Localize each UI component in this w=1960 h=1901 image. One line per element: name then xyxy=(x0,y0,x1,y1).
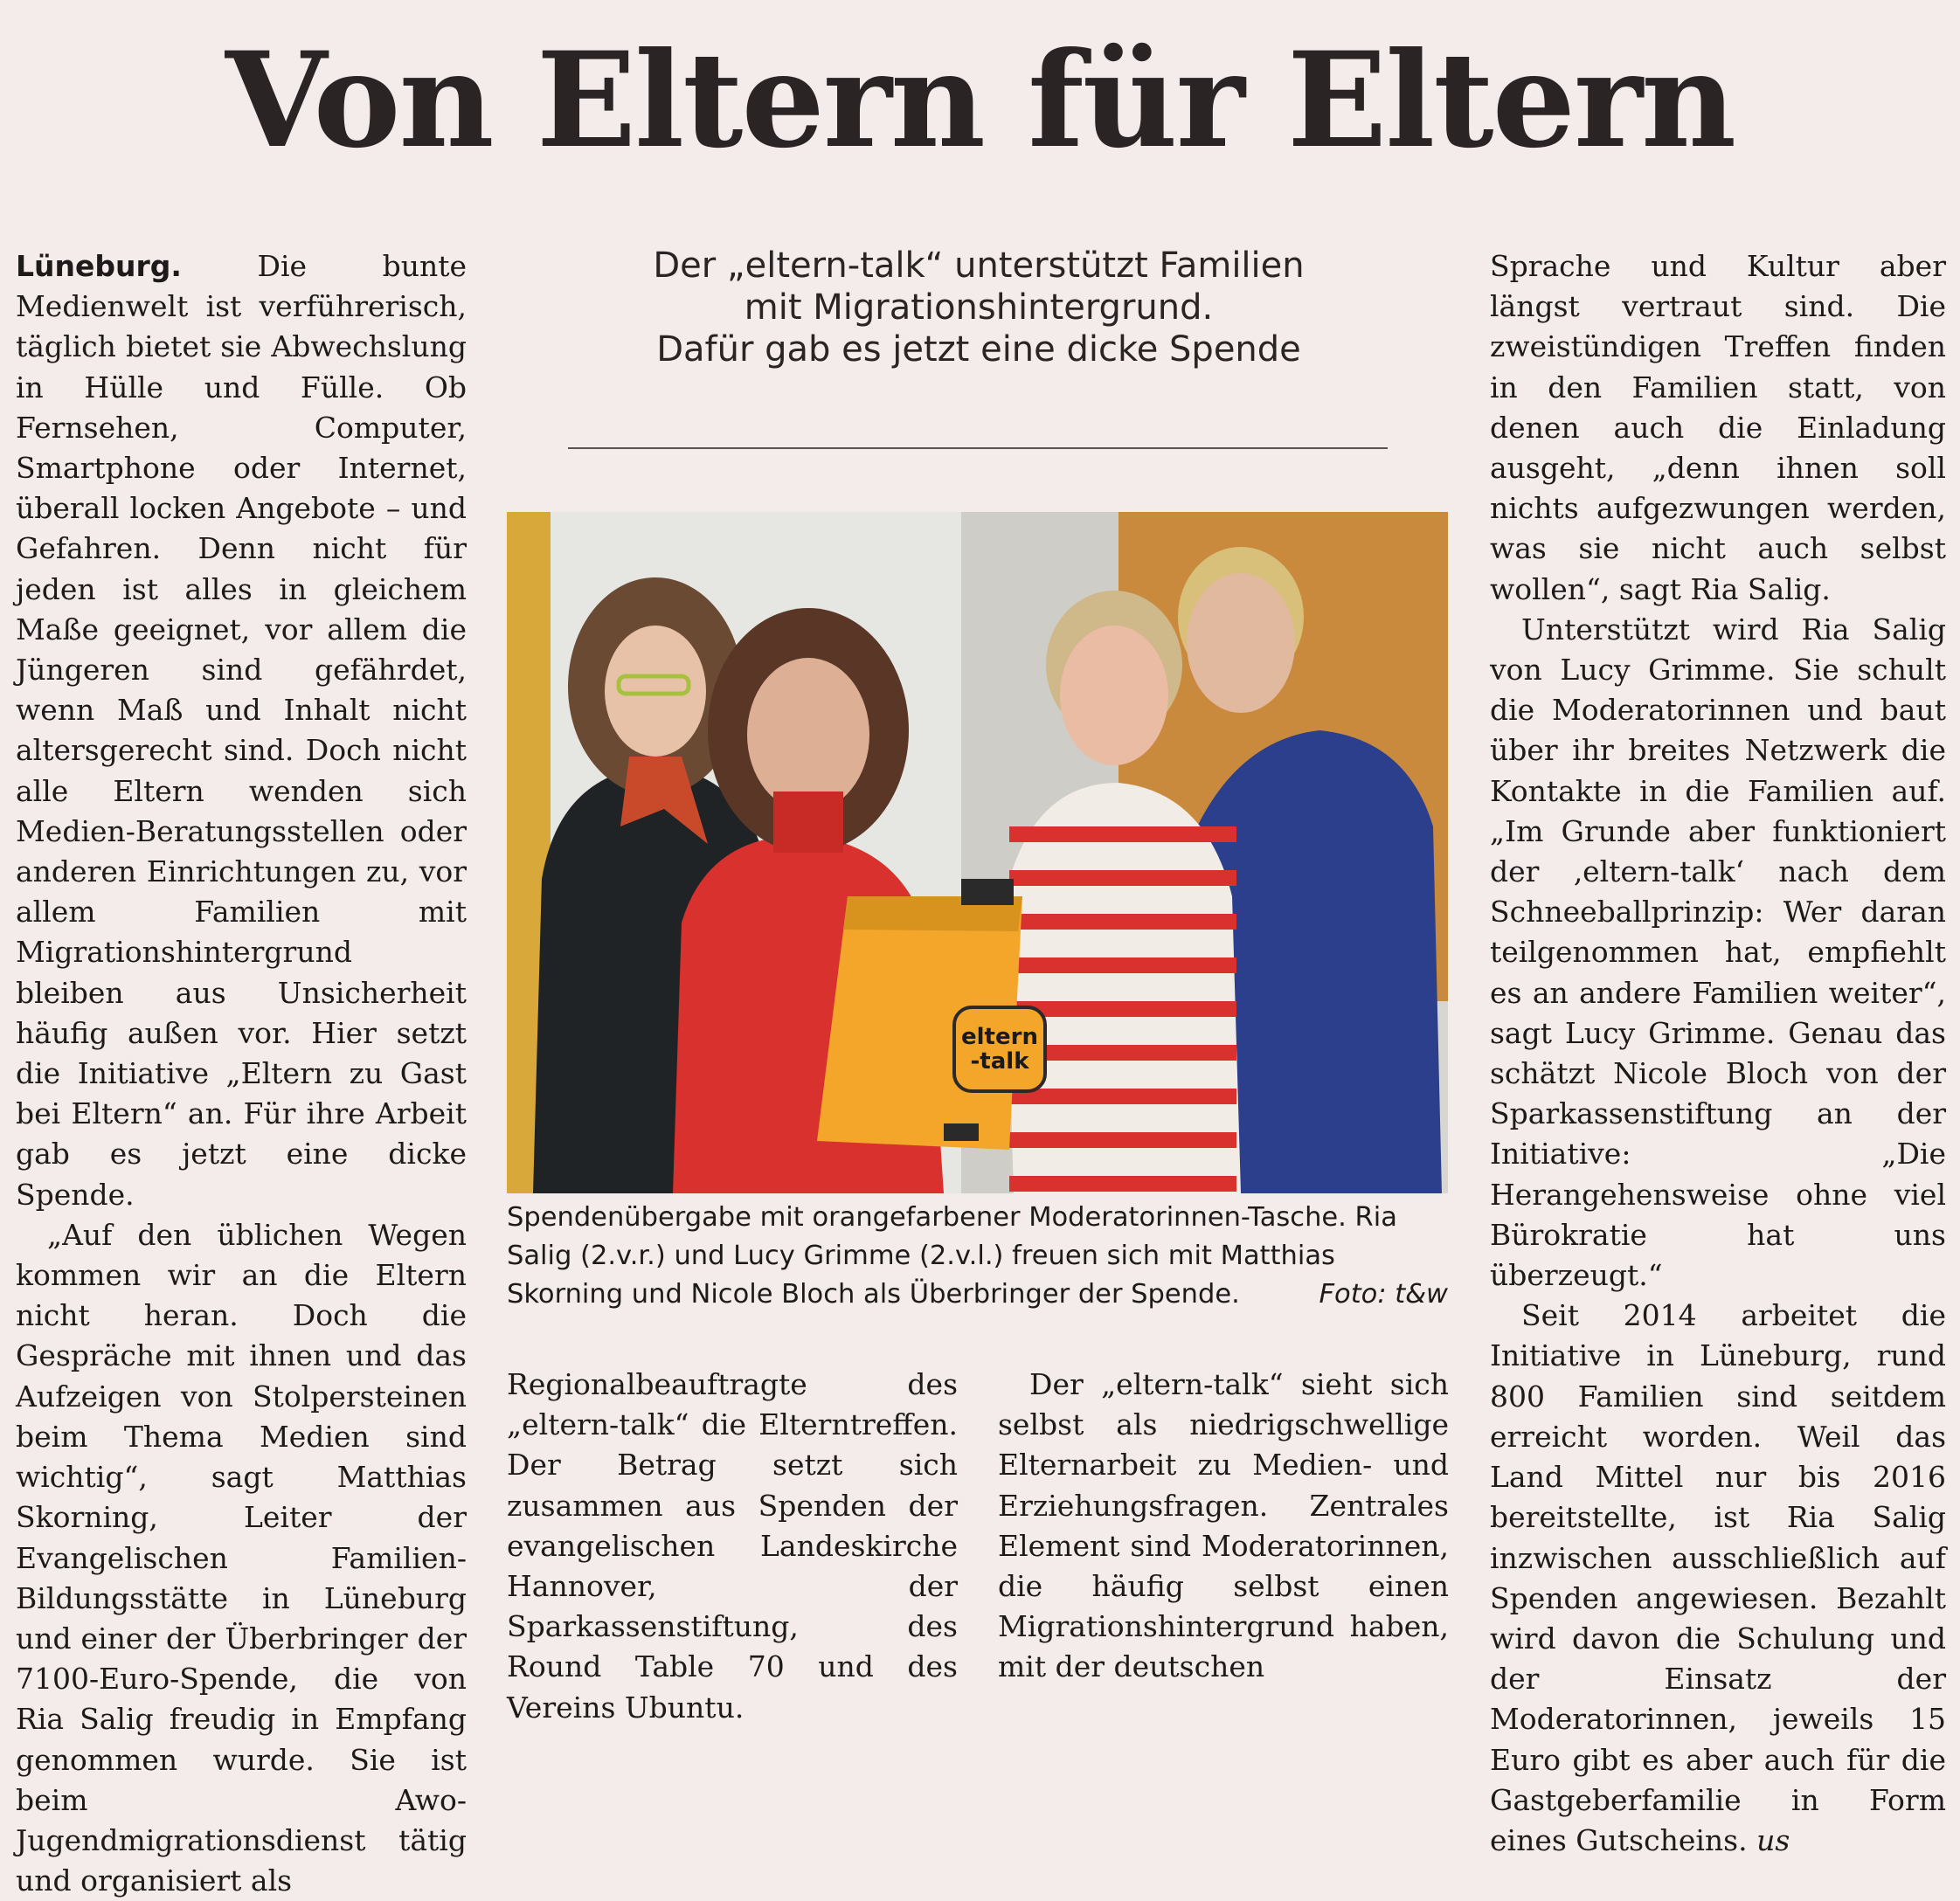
bag-logo-text: -talk xyxy=(970,1048,1029,1075)
subheadline-line: mit Migrationshintergrund. xyxy=(744,287,1214,328)
article-column-3 xyxy=(998,1365,1449,1688)
headline: Von Eltern für Eltern xyxy=(225,24,1735,177)
caption-text: Spendenübergabe mit orangefarbener Moderatorinnen-Tasche. Ria Salig (2.v.r.) und Lucy Grimme (2.v.l.) freuen sich mit Matthias Skorning und Nicole Bloch als Überbringer der Spende. xyxy=(507,1202,1397,1310)
article-column-1 xyxy=(16,246,467,1901)
bag-logo-text: eltern xyxy=(961,1024,1038,1050)
article-column-2 xyxy=(507,1365,958,1728)
paragraph: Unterstützt wird Ria Salig von Lucy Grimme. Sie schult die Moderatorinnen und baut über ihr breites Netzwerk die Kontakte in die Familien auf. „Im Grunde aber funktioniert der ‚eltern-talk‘ nach dem Schneeballprinzip: Wer daran teilgenommen hat, empfiehlt es an andere Familien weiter“, sagt Lucy Grimme. Genau das schätzt Nicole Bloch von der Sparkassenstiftung an der Initiative: „Die Herangehensweise ohne viel Bürokratie hat uns überzeugt.“ xyxy=(1490,612,1946,1293)
subheadline xyxy=(559,245,1398,370)
paragraph xyxy=(1490,1296,1946,1861)
paragraph-text: Seit 2014 arbeitet die Initiative in Lüneburg, rund 800 Familien sind seitdem erreicht worden. Weil das Land Mittel nur bis 2016 bereitstellte, ist Ria Salig inzwischen ausschließlich auf Spenden angewiesen. Bezahlt wird davon die Schulung und der Einsatz der Moderatorinnen, jeweils 15 Euro gibt es aber auch für die Gastgeberfamilie in Form eines Gutscheins. xyxy=(1490,1298,1946,1857)
subheadline-line: Dafür gab es jetzt eine dicke Spende xyxy=(656,329,1301,370)
paragraph: Regionalbeauftragte des „eltern-talk“ die Elterntreffen. Der Betrag setzt sich zusammen aus Spenden der evangelischen Landeskirche Hannover, der Sparkassenstiftung, des Round Table 70 und des Vereins Ubuntu. xyxy=(507,1367,958,1725)
photo-credit: Foto: t&w xyxy=(1319,1279,1448,1310)
dateline: Lüneburg. xyxy=(16,249,182,283)
paragraph-text: Die bunte Medienwelt ist verführerisch, täglich bietet sie Abwechslung in Hülle und Fülle. Ob Fernsehen, Computer, Smartphone oder Internet, überall locken Angebote – und Gefahren. Denn nicht für jeden ist alles in gleichem Maße geeignet, vor allem die Jüngeren sind gefährdet, wenn Maß und Inhalt nicht altersgerecht sind. Doch nicht alle Eltern wenden sich Medien-Beratungsstellen oder anderen Einrichtungen zu, vor allem Familien mit Migrationshintergrund bleiben aus Unsicherheit häufig außen vor. Hier setzt die Initiative „Eltern zu Gast bei Eltern“ an. Für ihre Arbeit gab es jetzt eine dicke Spende. xyxy=(16,249,467,1212)
bag-logo xyxy=(952,1006,1047,1093)
photo-caption xyxy=(507,1199,1448,1314)
paragraph: Der „eltern-talk“ sieht sich selbst als niedrigschwellige Elternarbeit zu Medien- und Erziehungsfragen. Zentrales Element sind Moderatorinnen, die häufig selbst einen Migrationshintergrund haben, mit der deutschen xyxy=(998,1367,1449,1684)
paragraph: „Auf den üblichen Wegen kommen wir an die Eltern nicht heran. Doch die Gespräche mit ihnen und das Aufzeigen von Stolpersteinen beim Thema Medien sind wichtig“, sagt Matthias Skorning, Leiter der Evangelischen Familien-Bildungsstätte in Lüneburg und einer der Überbringer der 7100-Euro-Spende, die von Ria Salig freudig in Empfang genommen wurde. Sie ist beim Awo-Jugendmigrationsdienst tätig und organisiert als xyxy=(16,1217,467,1898)
author-signature: us xyxy=(1756,1822,1790,1857)
subheadline-line: Der „eltern-talk“ unterstützt Familien xyxy=(653,245,1305,286)
article-column-4 xyxy=(1490,246,1946,1861)
paragraph: Sprache und Kultur aber längst vertraut sind. Die zweistündigen Treffen finden in den Familien statt, von denen auch die Einladung ausgeht, „denn ihnen soll nichts aufgezwungen werden, was sie nicht auch selbst wollen“, sagt Ria Salig. xyxy=(1490,249,1946,606)
paragraph xyxy=(16,246,467,1215)
subheadline-rule xyxy=(568,447,1388,449)
article-photo xyxy=(507,512,1448,1193)
